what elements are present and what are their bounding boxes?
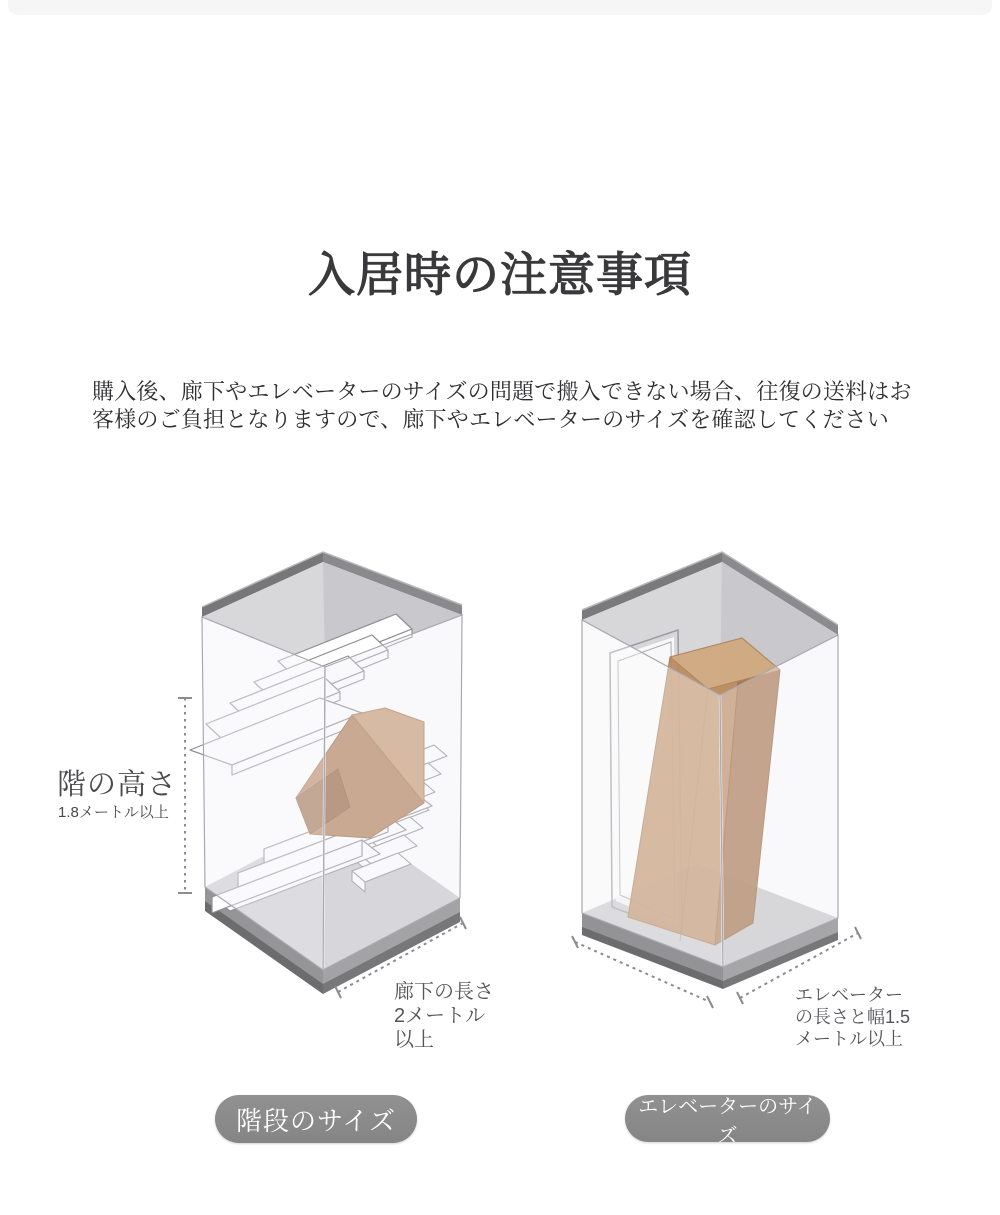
corridor-size-label [394,980,494,1052]
floor-height-label: 階の高さ [57,769,178,801]
page-title: 入居時の注意事項 [308,248,692,301]
elevator-size-button[interactable]: エレベーターのサイズ [625,1095,830,1142]
height-measure-line [178,698,192,893]
elevator-size-label [795,984,910,1050]
elevator-diagram [540,545,960,1015]
intro-text-line-2: 客様のご負担となりますので、廊下やエレベーターのサイズを確認してください [92,407,890,432]
corridor-size-line-3: 以上 [394,1029,434,1051]
top-strip [8,0,992,15]
elevator-size-line-2: の長さと幅1.5 [795,1007,911,1027]
elevator-size-line-3: メートル以上 [795,1029,903,1049]
corridor-size-line-2: 2メートル [394,1005,486,1027]
stairs-size-button[interactable]: 階段のサイズ [215,1095,417,1143]
floor-height-value: 1.8メートル以上 [58,804,169,821]
intro-text [92,378,922,434]
corridor-size-line-1: 廊下の長さ [394,981,494,1003]
intro-text-line-1: 購入後、廊下やエレベーターのサイズの問題で搬入できない場合、往復の送料はお [92,379,912,404]
elevator-size-line-1: エレベーター [795,985,903,1005]
